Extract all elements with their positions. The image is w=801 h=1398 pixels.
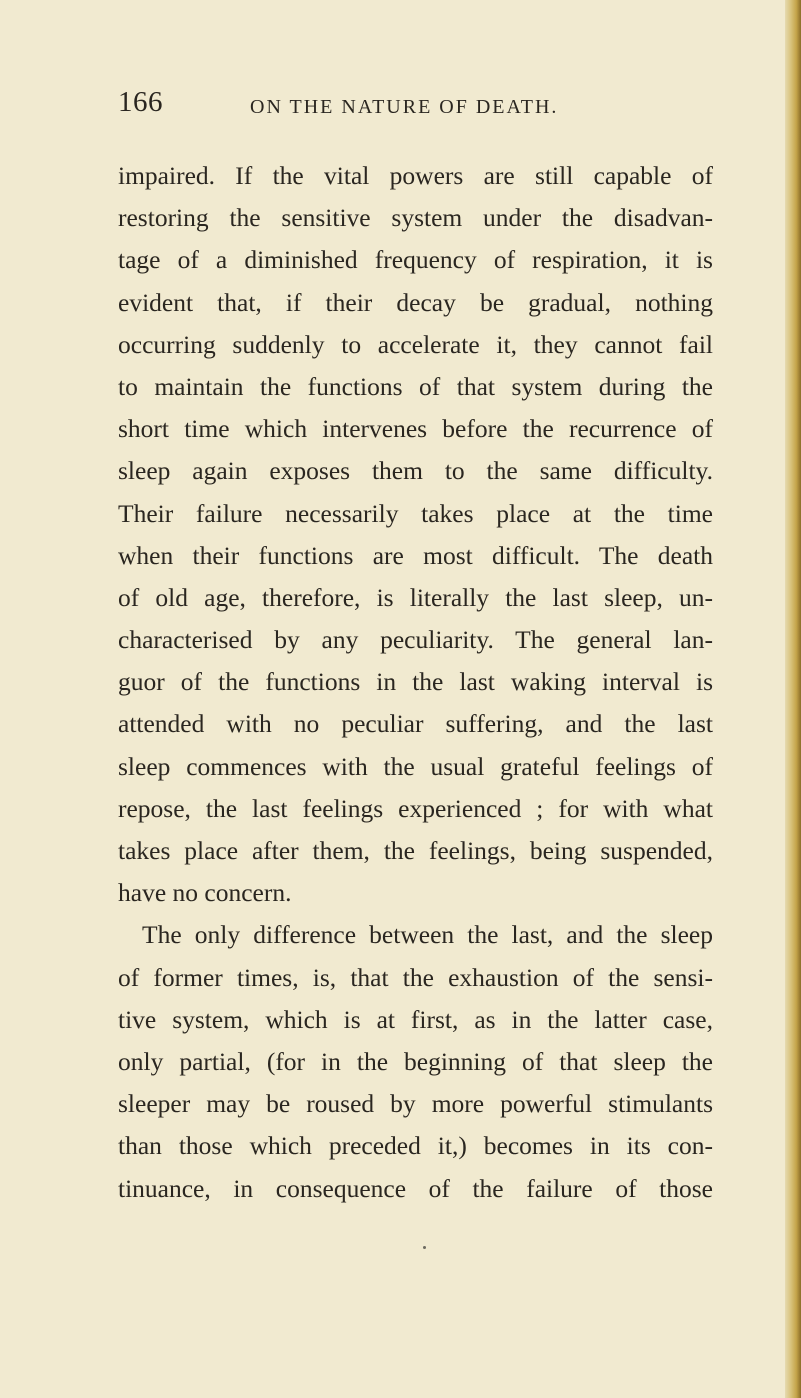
text-line: short time which intervenes before the recurrence of bbox=[118, 414, 713, 444]
text-line: evident that, if their decay be gradual, nothing bbox=[118, 287, 713, 317]
text-line: to maintain the functions of that system during the bbox=[118, 371, 713, 401]
text-line: attended with no peculiar suffering, and the last bbox=[118, 709, 713, 739]
text-line: guor of the functions in the last waking interval is bbox=[118, 667, 713, 697]
text-line: when their functions are most difficult. The death bbox=[118, 540, 713, 570]
paragraph-end-line: have no concern. bbox=[118, 878, 292, 908]
paragraph-start-line: The only difference between the last, and the sleep bbox=[142, 920, 713, 950]
page-number: 166 bbox=[118, 86, 163, 118]
text-line: sleep again exposes them to the same difficulty. bbox=[118, 456, 713, 486]
text-line: tage of a diminished frequency of respiration, it is bbox=[118, 245, 713, 275]
text-line: sleep commences with the usual grateful feelings of bbox=[118, 751, 713, 781]
text-line: tinuance, in consequence of the failure of those bbox=[118, 1173, 713, 1203]
body-text bbox=[118, 155, 713, 1210]
text-line: sleeper may be roused by more powerful stimulants bbox=[118, 1089, 713, 1119]
text-line: characterised by any peculiarity. The general lan- bbox=[118, 625, 713, 655]
text-line: occurring suddenly to accelerate it, they cannot fail bbox=[118, 329, 713, 359]
text-line: repose, the last feelings experienced ; for with what bbox=[118, 793, 713, 823]
page-edge-gilt bbox=[785, 0, 801, 1398]
text-line: Their failure necessarily takes place at the time bbox=[118, 498, 713, 528]
text-line: than those which preceded it,) becomes in its con- bbox=[118, 1131, 713, 1161]
text-line: of old age, therefore, is literally the last sleep, un- bbox=[118, 582, 713, 612]
text-line: of former times, is, that the exhaustion of the sensi- bbox=[118, 962, 713, 992]
running-title: ON THE NATURE OF DEATH. bbox=[250, 96, 559, 118]
text-line: restoring the sensitive system under the disadvan- bbox=[118, 203, 713, 233]
text-line: takes place after them, the feelings, being suspended, bbox=[118, 836, 713, 865]
text-line: tive system, which is at first, as in the latter case, bbox=[118, 1004, 713, 1034]
text-line: impaired. If the vital powers are still capable of bbox=[118, 161, 713, 190]
paper-speck bbox=[423, 1246, 426, 1249]
running-head bbox=[118, 86, 718, 126]
text-line: only partial, (for in the beginning of that sleep the bbox=[118, 1046, 713, 1076]
